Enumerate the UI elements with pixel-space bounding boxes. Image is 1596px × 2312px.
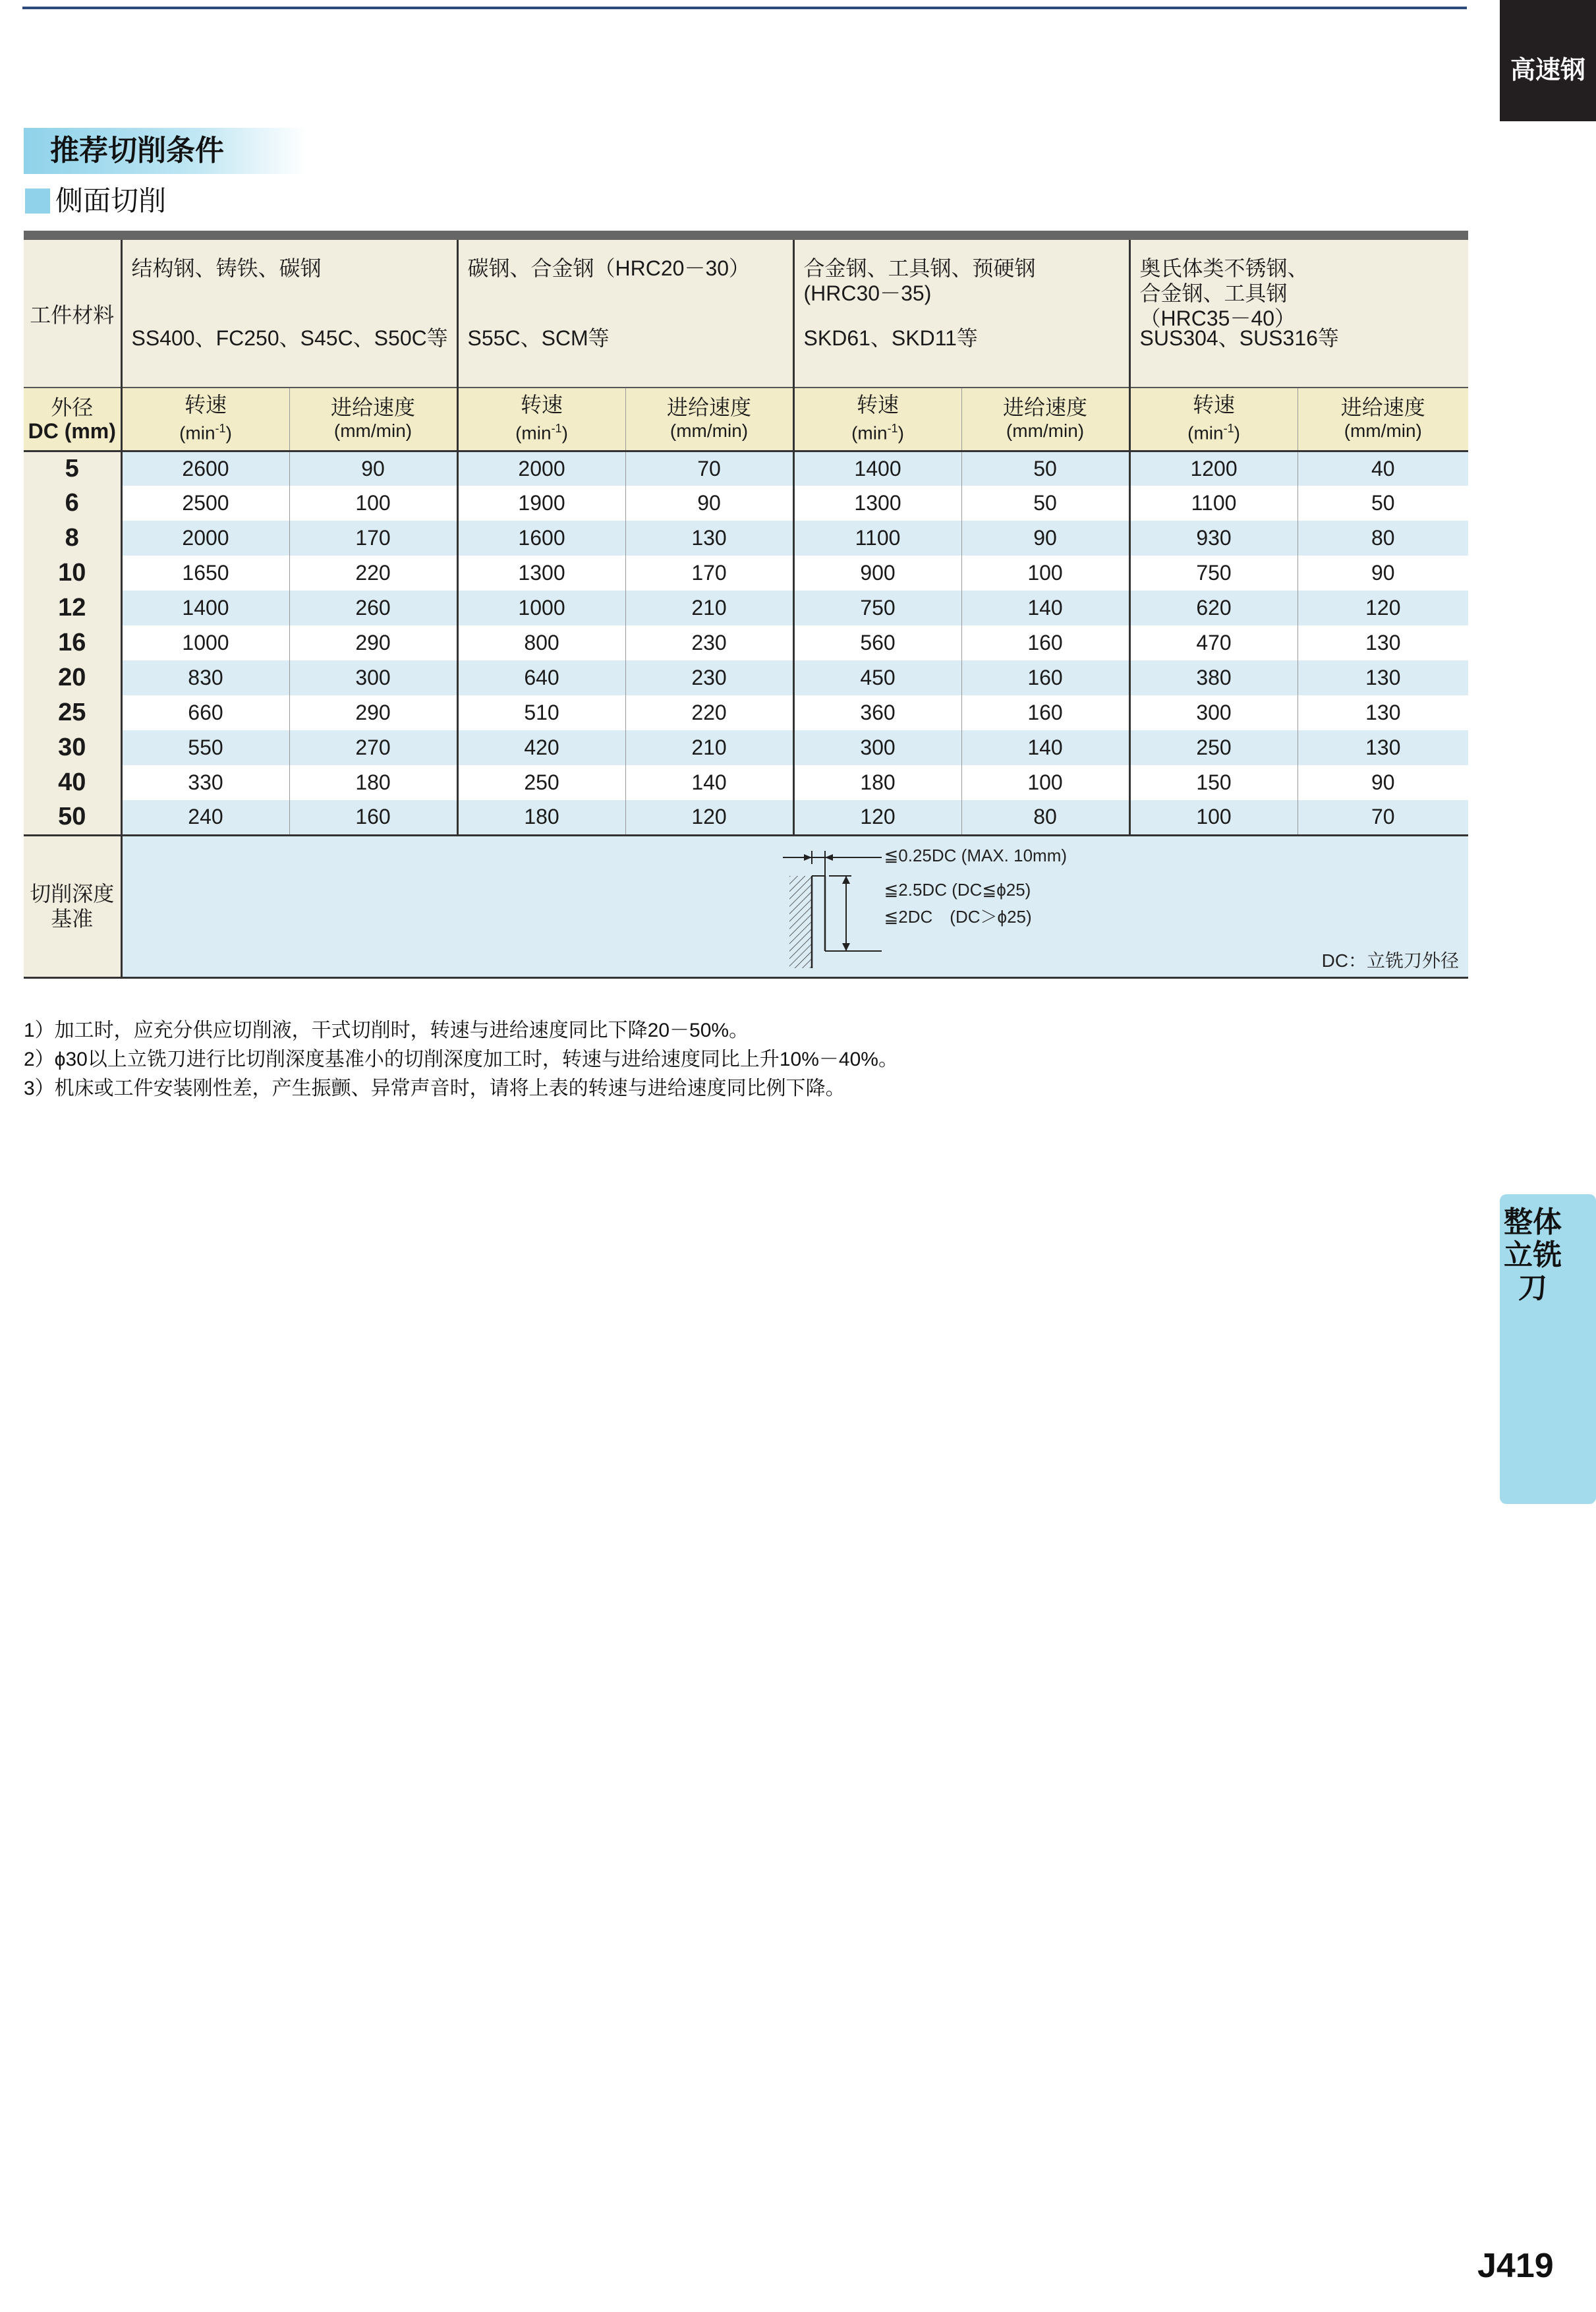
speed-cell: 360 bbox=[793, 695, 961, 730]
speed-header-label: 转速 bbox=[1193, 393, 1236, 417]
speed-cell: 1900 bbox=[457, 486, 625, 521]
dc-value: 20 bbox=[24, 660, 121, 695]
speed-cell: 180 bbox=[457, 800, 625, 835]
feed-cell: 300 bbox=[289, 660, 457, 695]
feed-cell: 90 bbox=[625, 486, 793, 521]
subtitle: 侧面切削 bbox=[55, 185, 167, 216]
feed-cell: 130 bbox=[1297, 625, 1468, 660]
feed-cell: 160 bbox=[961, 660, 1129, 695]
speed-cell: 1400 bbox=[121, 591, 289, 625]
depth-diagram-cell bbox=[121, 835, 1468, 977]
dc-header-unit: DC (mm) bbox=[28, 419, 116, 443]
feed-cell: 140 bbox=[961, 591, 1129, 625]
speed-header bbox=[457, 388, 625, 451]
feed-header-label: 进给速度 bbox=[331, 395, 416, 419]
table-row bbox=[24, 730, 1468, 765]
speed-cell: 1200 bbox=[1129, 451, 1297, 486]
feed-header bbox=[1297, 388, 1468, 451]
feed-cell: 70 bbox=[1297, 800, 1468, 835]
material-row bbox=[24, 240, 1468, 388]
feed-cell: 180 bbox=[289, 765, 457, 800]
speed-cell: 100 bbox=[1129, 800, 1297, 835]
speed-cell: 1000 bbox=[121, 625, 289, 660]
feed-header-unit: (mm/min) bbox=[333, 420, 413, 441]
side-index-tab-label: 整体立铣刀 bbox=[1504, 1206, 1562, 1304]
speed-cell: 900 bbox=[793, 556, 961, 591]
page-number: J419 bbox=[1477, 2247, 1554, 2285]
dc-value: 5 bbox=[24, 451, 121, 486]
speed-cell: 2000 bbox=[457, 451, 625, 486]
speed-cell: 1300 bbox=[793, 486, 961, 521]
feed-cell: 120 bbox=[625, 800, 793, 835]
table-row bbox=[24, 486, 1468, 521]
speed-cell: 380 bbox=[1129, 660, 1297, 695]
feed-cell: 210 bbox=[625, 591, 793, 625]
dc-value: 8 bbox=[24, 521, 121, 556]
speed-cell: 300 bbox=[793, 730, 961, 765]
feed-header-unit: (mm/min) bbox=[1344, 420, 1422, 441]
speed-cell: 150 bbox=[1129, 765, 1297, 800]
table-row bbox=[24, 765, 1468, 800]
material-grade: SUS304、SUS316等 bbox=[1139, 326, 1339, 350]
material-name: 碳钢、合金钢（HRC20－30） bbox=[467, 256, 751, 280]
speed-cell: 1400 bbox=[793, 451, 961, 486]
table-row bbox=[24, 521, 1468, 556]
speed-header bbox=[121, 388, 289, 451]
feed-cell: 40 bbox=[1297, 451, 1468, 486]
feed-cell: 100 bbox=[961, 765, 1129, 800]
speed-cell: 1100 bbox=[1129, 486, 1297, 521]
feed-cell: 220 bbox=[625, 695, 793, 730]
depth-row bbox=[24, 835, 1468, 977]
speed-cell: 930 bbox=[1129, 521, 1297, 556]
speed-cell: 470 bbox=[1129, 625, 1297, 660]
speed-cell: 250 bbox=[1129, 730, 1297, 765]
speed-header-unit: $(\min^{-1})$ bbox=[179, 422, 232, 444]
speed-header bbox=[793, 388, 961, 451]
feed-cell: 140 bbox=[625, 765, 793, 800]
speed-header-unit: $(\min^{-1})$ bbox=[851, 422, 904, 444]
feed-cell: 230 bbox=[625, 625, 793, 660]
speed-cell: 1300 bbox=[457, 556, 625, 591]
speed-cell: 300 bbox=[1129, 695, 1297, 730]
feed-cell: 210 bbox=[625, 730, 793, 765]
top-rule bbox=[22, 7, 1467, 9]
feed-cell: 130 bbox=[1297, 695, 1468, 730]
speed-cell: 510 bbox=[457, 695, 625, 730]
speed-header-label: 转速 bbox=[857, 393, 899, 417]
dc-value: 40 bbox=[24, 765, 121, 800]
table-row bbox=[24, 695, 1468, 730]
table-row bbox=[24, 800, 1468, 835]
dc-header-label: 外径 bbox=[51, 395, 94, 419]
feed-header bbox=[289, 388, 457, 451]
feed-header-label: 进给速度 bbox=[1003, 395, 1088, 419]
note-item: 1）加工时，应充分供应切削液，干式切削时，转速与进给速度同比下降20－50%。 bbox=[24, 1020, 749, 1041]
table-row bbox=[24, 625, 1468, 660]
feed-cell: 50 bbox=[961, 486, 1129, 521]
material-group-3 bbox=[793, 240, 1129, 388]
section-title: 推荐切削条件 bbox=[24, 128, 307, 174]
dc-value: 50 bbox=[24, 800, 121, 835]
feed-cell: 160 bbox=[289, 800, 457, 835]
speed-cell: 420 bbox=[457, 730, 625, 765]
speed-cell: 250 bbox=[457, 765, 625, 800]
feed-header bbox=[625, 388, 793, 451]
subtitle-marker bbox=[25, 188, 50, 214]
speed-cell: 560 bbox=[793, 625, 961, 660]
material-grade: S55C、SCM等 bbox=[467, 326, 610, 350]
speed-cell: 2000 bbox=[121, 521, 289, 556]
feed-header-unit: (mm/min) bbox=[1006, 420, 1085, 441]
dc-value: 10 bbox=[24, 556, 121, 591]
speed-cell: 660 bbox=[121, 695, 289, 730]
feed-cell: 80 bbox=[961, 800, 1129, 835]
speed-header-label: 转速 bbox=[184, 393, 227, 417]
feed-header-label: 进给速度 bbox=[1340, 395, 1425, 419]
speed-cell: 240 bbox=[121, 800, 289, 835]
speed-header-unit: $(\min^{-1})$ bbox=[1187, 422, 1240, 444]
note-item: 2）ϕ30以上立铣刀进行比切削深度基准小的切削深度加工时，转速与进给速度同比上升10%－40%。 bbox=[24, 1049, 898, 1070]
feed-cell: 90 bbox=[289, 451, 457, 486]
speed-cell: 2600 bbox=[121, 451, 289, 486]
speed-cell: 120 bbox=[793, 800, 961, 835]
feed-cell: 170 bbox=[625, 556, 793, 591]
notes bbox=[24, 1016, 898, 1103]
feed-cell: 80 bbox=[1297, 521, 1468, 556]
note-item: 3）机床或工件安装刚性差，产生振颤、异常声音时，请将上表的转速与进给速度同比例下降。 bbox=[24, 1078, 845, 1099]
material-grade: SS400、FC250、S45C、S50C等 bbox=[131, 326, 448, 350]
feed-header bbox=[961, 388, 1129, 451]
feed-cell: 270 bbox=[289, 730, 457, 765]
feed-cell: 90 bbox=[1297, 556, 1468, 591]
speed-cell: 450 bbox=[793, 660, 961, 695]
feed-cell: 160 bbox=[961, 625, 1129, 660]
feed-cell: 90 bbox=[961, 521, 1129, 556]
speed-header bbox=[1129, 388, 1297, 451]
dc-value: 30 bbox=[24, 730, 121, 765]
axial-depth-text-1: ≦2.5DC (DC≦ϕ25) bbox=[884, 879, 1031, 900]
material-grade: SKD61、SKD11等 bbox=[803, 326, 978, 350]
speed-cell: 750 bbox=[1129, 556, 1297, 591]
speed-cell: 1650 bbox=[121, 556, 289, 591]
dc-value: 16 bbox=[24, 625, 121, 660]
speed-cell: 2500 bbox=[121, 486, 289, 521]
dc-header bbox=[24, 388, 121, 451]
feed-cell: 130 bbox=[1297, 660, 1468, 695]
speed-cell: 1100 bbox=[793, 521, 961, 556]
feed-cell: 100 bbox=[289, 486, 457, 521]
speed-cell: 620 bbox=[1129, 591, 1297, 625]
feed-cell: 290 bbox=[289, 695, 457, 730]
speed-cell: 180 bbox=[793, 765, 961, 800]
speed-header-label: 转速 bbox=[521, 393, 563, 417]
material-label: 工件材料 bbox=[24, 240, 121, 388]
speed-cell: 1600 bbox=[457, 521, 625, 556]
speed-cell: 800 bbox=[457, 625, 625, 660]
feed-cell: 50 bbox=[961, 451, 1129, 486]
depth-label: 切削深度 基准 bbox=[24, 835, 121, 977]
cutting-conditions-table bbox=[24, 240, 1468, 979]
feed-cell: 230 bbox=[625, 660, 793, 695]
material-name: 奥氏体类不锈钢、 合金钢、工具钢 （HRC35－40） bbox=[1139, 256, 1309, 330]
table-top-bar bbox=[24, 231, 1468, 240]
feed-cell: 100 bbox=[961, 556, 1129, 591]
header-row bbox=[24, 388, 1468, 451]
speed-cell: 1000 bbox=[457, 591, 625, 625]
speed-cell: 330 bbox=[121, 765, 289, 800]
table-row bbox=[24, 556, 1468, 591]
feed-cell: 120 bbox=[1297, 591, 1468, 625]
feed-cell: 220 bbox=[289, 556, 457, 591]
material-name: 结构钢、铸铁、碳钢 bbox=[131, 256, 322, 280]
feed-header-unit: (mm/min) bbox=[670, 420, 749, 441]
axial-depth-text-2: ≦2DC (DC＞ϕ25) bbox=[884, 906, 1032, 927]
feed-cell: 170 bbox=[289, 521, 457, 556]
depth-diagram bbox=[783, 846, 882, 971]
radial-depth-text: ≦0.25DC (MAX. 10mm) bbox=[884, 845, 1068, 865]
table-row bbox=[24, 660, 1468, 695]
feed-cell: 140 bbox=[961, 730, 1129, 765]
speed-cell: 750 bbox=[793, 591, 961, 625]
feed-cell: 290 bbox=[289, 625, 457, 660]
category-tab: 高速钢 bbox=[1500, 0, 1596, 121]
feed-cell: 260 bbox=[289, 591, 457, 625]
speed-cell: 550 bbox=[121, 730, 289, 765]
feed-cell: 160 bbox=[961, 695, 1129, 730]
table-row bbox=[24, 451, 1468, 486]
feed-cell: 130 bbox=[625, 521, 793, 556]
feed-cell: 90 bbox=[1297, 765, 1468, 800]
feed-cell: 70 bbox=[625, 451, 793, 486]
material-group-2 bbox=[457, 240, 793, 388]
material-group-1 bbox=[121, 240, 457, 388]
speed-cell: 830 bbox=[121, 660, 289, 695]
dc-value: 25 bbox=[24, 695, 121, 730]
material-name: 合金钢、工具钢、预硬钢 (HRC30－35) bbox=[803, 256, 1036, 305]
speed-header-unit: $(\min^{-1})$ bbox=[515, 422, 568, 444]
table-row bbox=[24, 591, 1468, 625]
dc-value: 12 bbox=[24, 591, 121, 625]
speed-cell: 640 bbox=[457, 660, 625, 695]
feed-cell: 50 bbox=[1297, 486, 1468, 521]
feed-header-label: 进给速度 bbox=[667, 395, 752, 419]
dc-value: 6 bbox=[24, 486, 121, 521]
feed-cell: 130 bbox=[1297, 730, 1468, 765]
dc-legend: DC：立铣刀外径 bbox=[1321, 950, 1460, 971]
material-group-4 bbox=[1129, 240, 1468, 388]
